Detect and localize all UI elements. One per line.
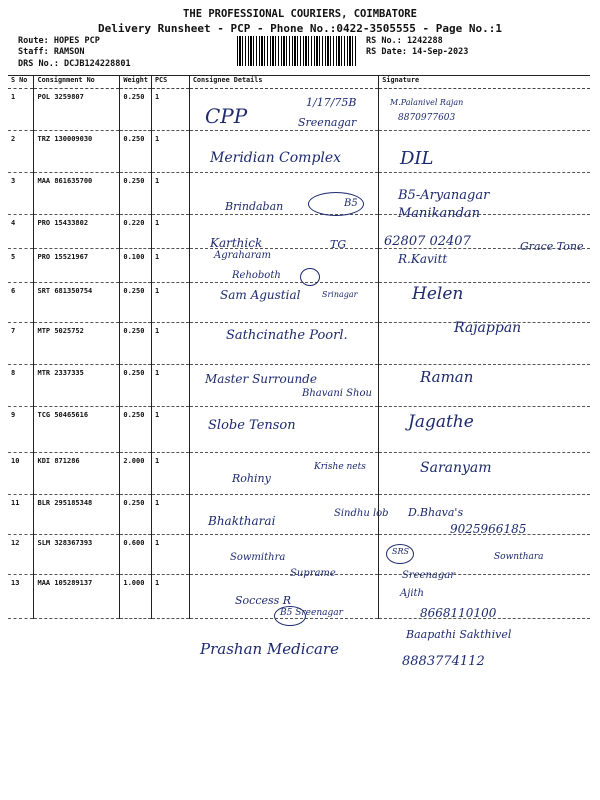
handwriting: B5 Sreenagar bbox=[280, 608, 343, 618]
table-header-row bbox=[8, 76, 590, 89]
handwriting: Meridian Complex bbox=[210, 150, 342, 166]
staff-label: Staff: RAMSON bbox=[18, 47, 85, 57]
handwriting: Krishe nets bbox=[314, 462, 366, 472]
table-row bbox=[8, 453, 590, 495]
cell-pcs: 1 bbox=[151, 89, 189, 131]
rs-number: RS No.: 1242288 bbox=[366, 36, 443, 46]
cell-signature bbox=[379, 89, 590, 131]
cell-cno: TCG 50465616 bbox=[34, 407, 120, 453]
handwriting: Rohiny bbox=[232, 472, 271, 485]
handwriting: 9025966185 bbox=[450, 522, 527, 536]
handwriting: Soccess R bbox=[235, 594, 292, 607]
cell-weight: 0.250 bbox=[120, 173, 152, 215]
cell-pcs: 1 bbox=[151, 495, 189, 535]
barcode bbox=[237, 36, 357, 66]
drs-number: DRS No.: DCJB124228801 bbox=[18, 59, 131, 69]
handwriting: Saranyam bbox=[420, 460, 492, 476]
cell-cno: PRO 15521967 bbox=[34, 249, 120, 283]
cell-weight: 0.250 bbox=[120, 365, 152, 407]
table-row bbox=[8, 249, 590, 283]
cell-weight: 0.250 bbox=[120, 283, 152, 323]
cell-pcs: 1 bbox=[151, 215, 189, 249]
cell-pcs: 1 bbox=[151, 283, 189, 323]
cell-sno: 13 bbox=[8, 575, 34, 619]
cell-cno: TRZ 130009030 bbox=[34, 131, 120, 173]
handwriting: Sownthara bbox=[494, 552, 544, 562]
cell-pcs: 1 bbox=[151, 453, 189, 495]
cell-signature bbox=[379, 283, 590, 323]
handwriting: Brindaban bbox=[225, 200, 284, 213]
cell-pcs: 1 bbox=[151, 131, 189, 173]
cell-weight: 1.000 bbox=[120, 575, 152, 619]
handwriting: Helen bbox=[412, 284, 464, 304]
cell-weight: 0.250 bbox=[120, 131, 152, 173]
cell-consignee bbox=[189, 453, 378, 495]
handwriting: Bhaktharai bbox=[208, 514, 276, 528]
handwriting: Rajappan bbox=[454, 320, 522, 336]
handwriting: TG bbox=[330, 238, 347, 251]
cell-sno: 10 bbox=[8, 453, 34, 495]
col-pcs: PCS bbox=[151, 76, 189, 89]
cell-sno: 2 bbox=[8, 131, 34, 173]
handwriting: Sreenagar bbox=[298, 116, 357, 129]
cell-cno: BLR 295185348 bbox=[34, 495, 120, 535]
col-signature: Signature bbox=[379, 76, 590, 89]
cell-cno: PRO 15433802 bbox=[34, 215, 120, 249]
handwriting: R.Kavitt bbox=[398, 252, 448, 266]
cell-sno: 1 bbox=[8, 89, 34, 131]
cell-weight: 0.250 bbox=[120, 89, 152, 131]
handwriting: Suprame bbox=[290, 568, 336, 579]
col-sno: S No bbox=[8, 76, 34, 89]
handwriting: Sathcinathe Poorl. bbox=[226, 328, 348, 343]
handwriting: Sreenagar bbox=[402, 570, 456, 581]
cell-cno: KDI 871286 bbox=[34, 453, 120, 495]
handwriting: Jagathe bbox=[408, 412, 474, 432]
cell-sno: 11 bbox=[8, 495, 34, 535]
handwriting: DIL bbox=[400, 148, 434, 169]
cell-sno: 7 bbox=[8, 323, 34, 365]
cell-cno: SLM 328367393 bbox=[34, 535, 120, 575]
handwriting: Ajith bbox=[400, 588, 424, 599]
handwriting: 62807 02407 bbox=[384, 234, 471, 249]
handwriting: Sam Agustial bbox=[220, 288, 301, 302]
cell-cno: MTR 2337335 bbox=[34, 365, 120, 407]
cell-pcs: 1 bbox=[151, 365, 189, 407]
handwriting: Baapathi Sakthivel bbox=[406, 628, 512, 641]
handwriting: D.Bhava's bbox=[408, 506, 464, 519]
handwriting: 8668110100 bbox=[420, 606, 497, 620]
cell-sno: 9 bbox=[8, 407, 34, 453]
handwriting: Master Surrounde bbox=[205, 372, 317, 386]
handwriting: Bhavani Shou bbox=[302, 388, 372, 399]
table-row bbox=[8, 215, 590, 249]
handwriting: Raman bbox=[420, 368, 474, 386]
cell-sno: 3 bbox=[8, 173, 34, 215]
cell-weight: 0.250 bbox=[120, 323, 152, 365]
handwriting: Prashan Medicare bbox=[200, 640, 339, 658]
cell-cno: MAA 861635700 bbox=[34, 173, 120, 215]
cell-cno: MAA 105289137 bbox=[34, 575, 120, 619]
cell-weight: 0.220 bbox=[120, 215, 152, 249]
table-row bbox=[8, 173, 590, 215]
col-weight: Weight bbox=[120, 76, 152, 89]
col-consignment: Consignment No bbox=[34, 76, 120, 89]
cell-sno: 5 bbox=[8, 249, 34, 283]
handwriting: Grace Tone bbox=[520, 240, 584, 253]
handwriting: Rehoboth bbox=[232, 270, 281, 281]
circle-mark bbox=[300, 268, 320, 286]
handwriting: Manikandan bbox=[398, 206, 481, 221]
cell-weight: 0.250 bbox=[120, 407, 152, 453]
cell-pcs: 1 bbox=[151, 407, 189, 453]
handwriting: Karthick bbox=[210, 236, 263, 250]
cell-cno: MTP 5025752 bbox=[34, 323, 120, 365]
cell-pcs: 1 bbox=[151, 323, 189, 365]
cell-weight: 0.250 bbox=[120, 495, 152, 535]
handwriting: B5 bbox=[344, 198, 358, 209]
cell-pcs: 1 bbox=[151, 535, 189, 575]
cell-weight: 0.600 bbox=[120, 535, 152, 575]
cell-cno: SRT 681350754 bbox=[34, 283, 120, 323]
handwriting: B5-Aryanagar bbox=[398, 188, 490, 203]
route-label: Route: HOPES PCP bbox=[18, 36, 100, 46]
handwriting: Srinagar bbox=[322, 290, 358, 299]
cell-sno: 12 bbox=[8, 535, 34, 575]
handwriting: 1/17/75B bbox=[306, 96, 357, 109]
cell-pcs: 1 bbox=[151, 249, 189, 283]
handwriting: 8870977603 bbox=[398, 113, 456, 123]
handwriting: SRS bbox=[392, 547, 409, 556]
table-row bbox=[8, 407, 590, 453]
cell-sno: 4 bbox=[8, 215, 34, 249]
company-title: THE PROFESSIONAL COURIERS, COIMBATORE bbox=[183, 8, 417, 20]
handwriting: CPP bbox=[205, 104, 248, 128]
cell-cno: POL 3259807 bbox=[34, 89, 120, 131]
rs-date: RS Date: 14-Sep-2023 bbox=[366, 47, 469, 57]
cell-pcs: 1 bbox=[151, 173, 189, 215]
handwriting: 8883774112 bbox=[402, 654, 485, 669]
handwriting: M.Palanivel Rajan bbox=[390, 98, 464, 107]
handwriting: Slobe Tenson bbox=[208, 418, 296, 433]
runsheet-subtitle: Delivery Runsheet - PCP - Phone No.:0422-3505555 - Page No.:1 bbox=[98, 22, 502, 35]
cell-pcs: 1 bbox=[151, 575, 189, 619]
cell-sno: 8 bbox=[8, 365, 34, 407]
handwriting: Sindhu lob bbox=[334, 508, 389, 519]
cell-signature bbox=[379, 365, 590, 407]
col-consignee: Consignee Details bbox=[189, 76, 378, 89]
cell-weight: 2.000 bbox=[120, 453, 152, 495]
handwriting: Sowmithra bbox=[230, 552, 286, 563]
cell-weight: 0.100 bbox=[120, 249, 152, 283]
handwriting: Agraharam bbox=[214, 250, 271, 261]
cell-sno: 6 bbox=[8, 283, 34, 323]
